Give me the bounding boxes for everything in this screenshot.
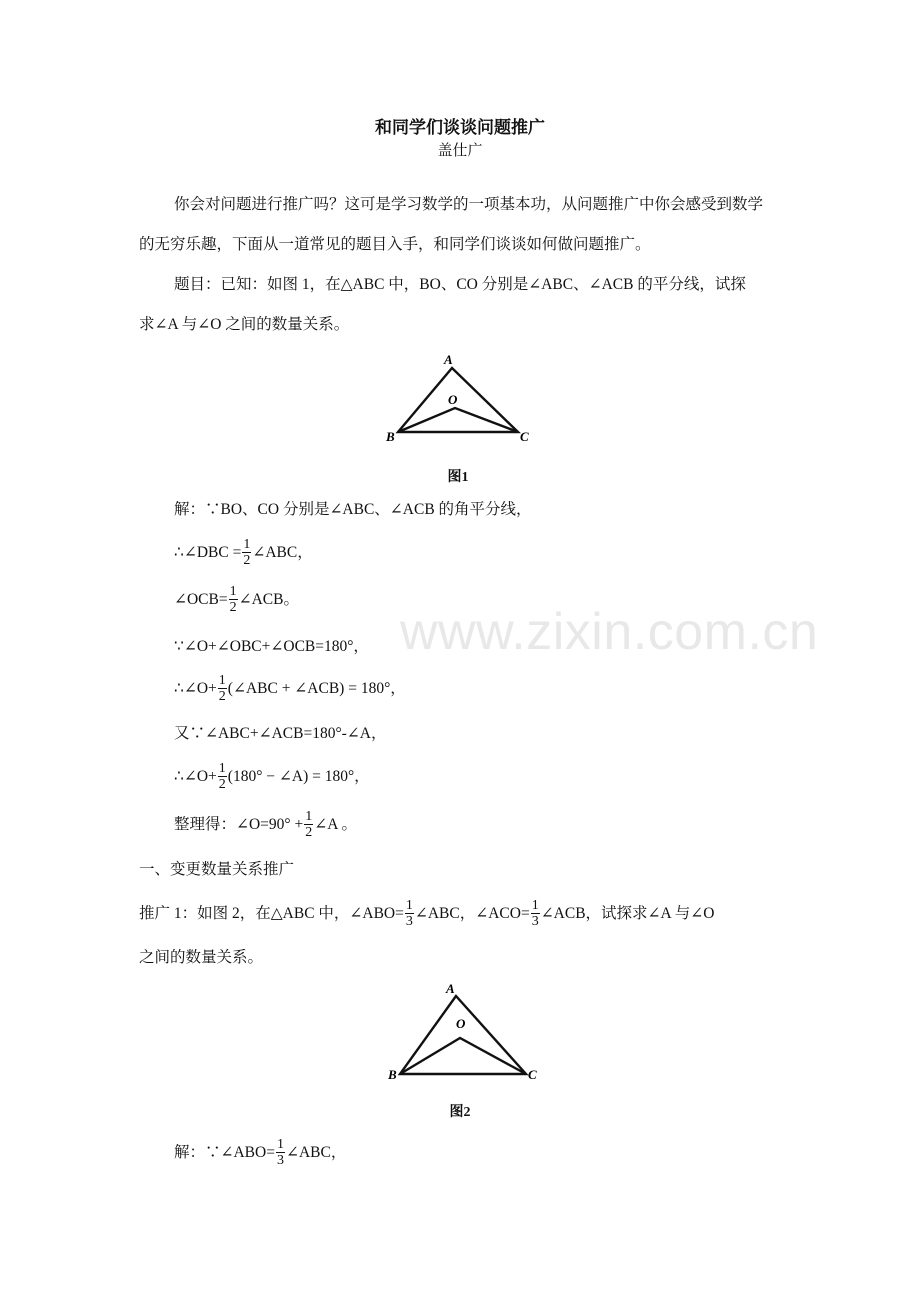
fraction-one-half: $\frac{1}{2}$	[218, 673, 226, 704]
fraction-one-third: $\frac{1}{3}$	[405, 898, 413, 929]
solution2-line1-text: 解：∵∠ABO=	[174, 1144, 275, 1162]
figure1-caption: 图1	[447, 470, 469, 485]
figure2-label-a: A	[446, 981, 455, 996]
watermark-text: www.zixin.com.cn	[400, 603, 819, 661]
figure2-label-b: B	[388, 1067, 397, 1082]
section1-heading: 一、变更数量关系推广	[139, 861, 295, 878]
extension1-line1	[139, 899, 714, 930]
solution1-line8	[174, 810, 357, 841]
figure1-label-o: O	[448, 392, 458, 407]
solution1-line7-text: ∴∠O+	[174, 768, 217, 786]
problem-statement-line1: 题目：已知：如图 1，在△ABC 中，BO、CO 分别是∠ABC、∠ACB 的平分线，试探	[174, 276, 746, 293]
extension1-text-c: ∠ACB，试探求∠A 与∠O	[540, 905, 715, 923]
solution1-line5	[174, 674, 406, 705]
solution1-line2-text: ∴∠DBC =	[174, 544, 242, 562]
solution2-line1-text-end: ∠ABC，	[285, 1144, 347, 1162]
fraction-one-half: $\frac{1}{2}$	[229, 584, 237, 615]
intro-paragraph-line1: 你会对问题进行推广吗？这可是学习数学的一项基本功，从问题推广中你会感受到数学	[174, 196, 764, 213]
figure1-triangle-abc	[398, 368, 518, 432]
document-title: 和同学们谈谈问题推广	[375, 118, 545, 137]
fraction-one-third: $\frac{1}{3}$	[276, 1137, 284, 1168]
solution1-line3-text-end: ∠ACB。	[238, 591, 299, 609]
figure2-trisector-lines	[400, 1038, 526, 1074]
solution1-line6: 又∵∠ABC+∠ACB=180°-∠A，	[174, 725, 387, 742]
solution1-line5-text-end: (∠ABC + ∠ACB) = 180°，	[227, 680, 406, 698]
solution1-line8-text-end: ∠A 。	[314, 816, 357, 834]
intro-paragraph-line2: 的无穷乐趣，下面从一道常见的题目入手，和同学们谈谈如何做问题推广。	[139, 236, 651, 253]
solution1-line4: ∵∠O+∠OBC+∠OCB=180°，	[174, 638, 369, 655]
figure2-caption: 图2	[449, 1105, 471, 1120]
solution1-line8-text: 整理得：∠O=90° +	[174, 816, 304, 834]
fraction-one-half: $\frac{1}{2}$	[305, 809, 313, 840]
figure1-triangle-diagram	[380, 350, 540, 450]
figure2-label-c: C	[528, 1067, 537, 1082]
solution1-line7-text-end: (180° − ∠A) = 180°，	[227, 768, 370, 786]
problem-statement-line2: 求∠A 与∠O 之间的数量关系。	[139, 316, 350, 333]
solution1-line3-text: ∠OCB=	[174, 591, 228, 609]
extension1-text-b: ∠ABC，∠ACO=	[414, 905, 530, 923]
solution1-line2-text-end: ∠ABC，	[252, 544, 313, 562]
figure1-label-b: B	[386, 429, 395, 444]
extension1-text-a: 推广 1：如图 2，在△ABC 中，∠ABO=	[139, 905, 404, 923]
solution1-line5-text: ∴∠O+	[174, 680, 217, 698]
solution1-line2	[174, 538, 313, 569]
fraction-one-half: $\frac{1}{2}$	[243, 537, 251, 568]
author-name: 盖仕广	[437, 143, 483, 159]
fraction-one-half: $\frac{1}{2}$	[218, 761, 226, 792]
figure2-triangle-diagram	[380, 980, 550, 1085]
figure2-label-o: O	[456, 1016, 466, 1031]
solution1-line7	[174, 762, 370, 793]
solution2-line1	[174, 1138, 346, 1169]
figure1-label-c: C	[520, 429, 529, 444]
extension1-line2: 之间的数量关系。	[139, 949, 264, 966]
solution1-line3	[174, 585, 299, 616]
solution1-line1: 解：∵BO、CO 分别是∠ABC、∠ACB 的角平分线，	[174, 501, 532, 518]
figure1-label-a: A	[444, 352, 453, 367]
fraction-one-third: $\frac{1}{3}$	[531, 898, 539, 929]
